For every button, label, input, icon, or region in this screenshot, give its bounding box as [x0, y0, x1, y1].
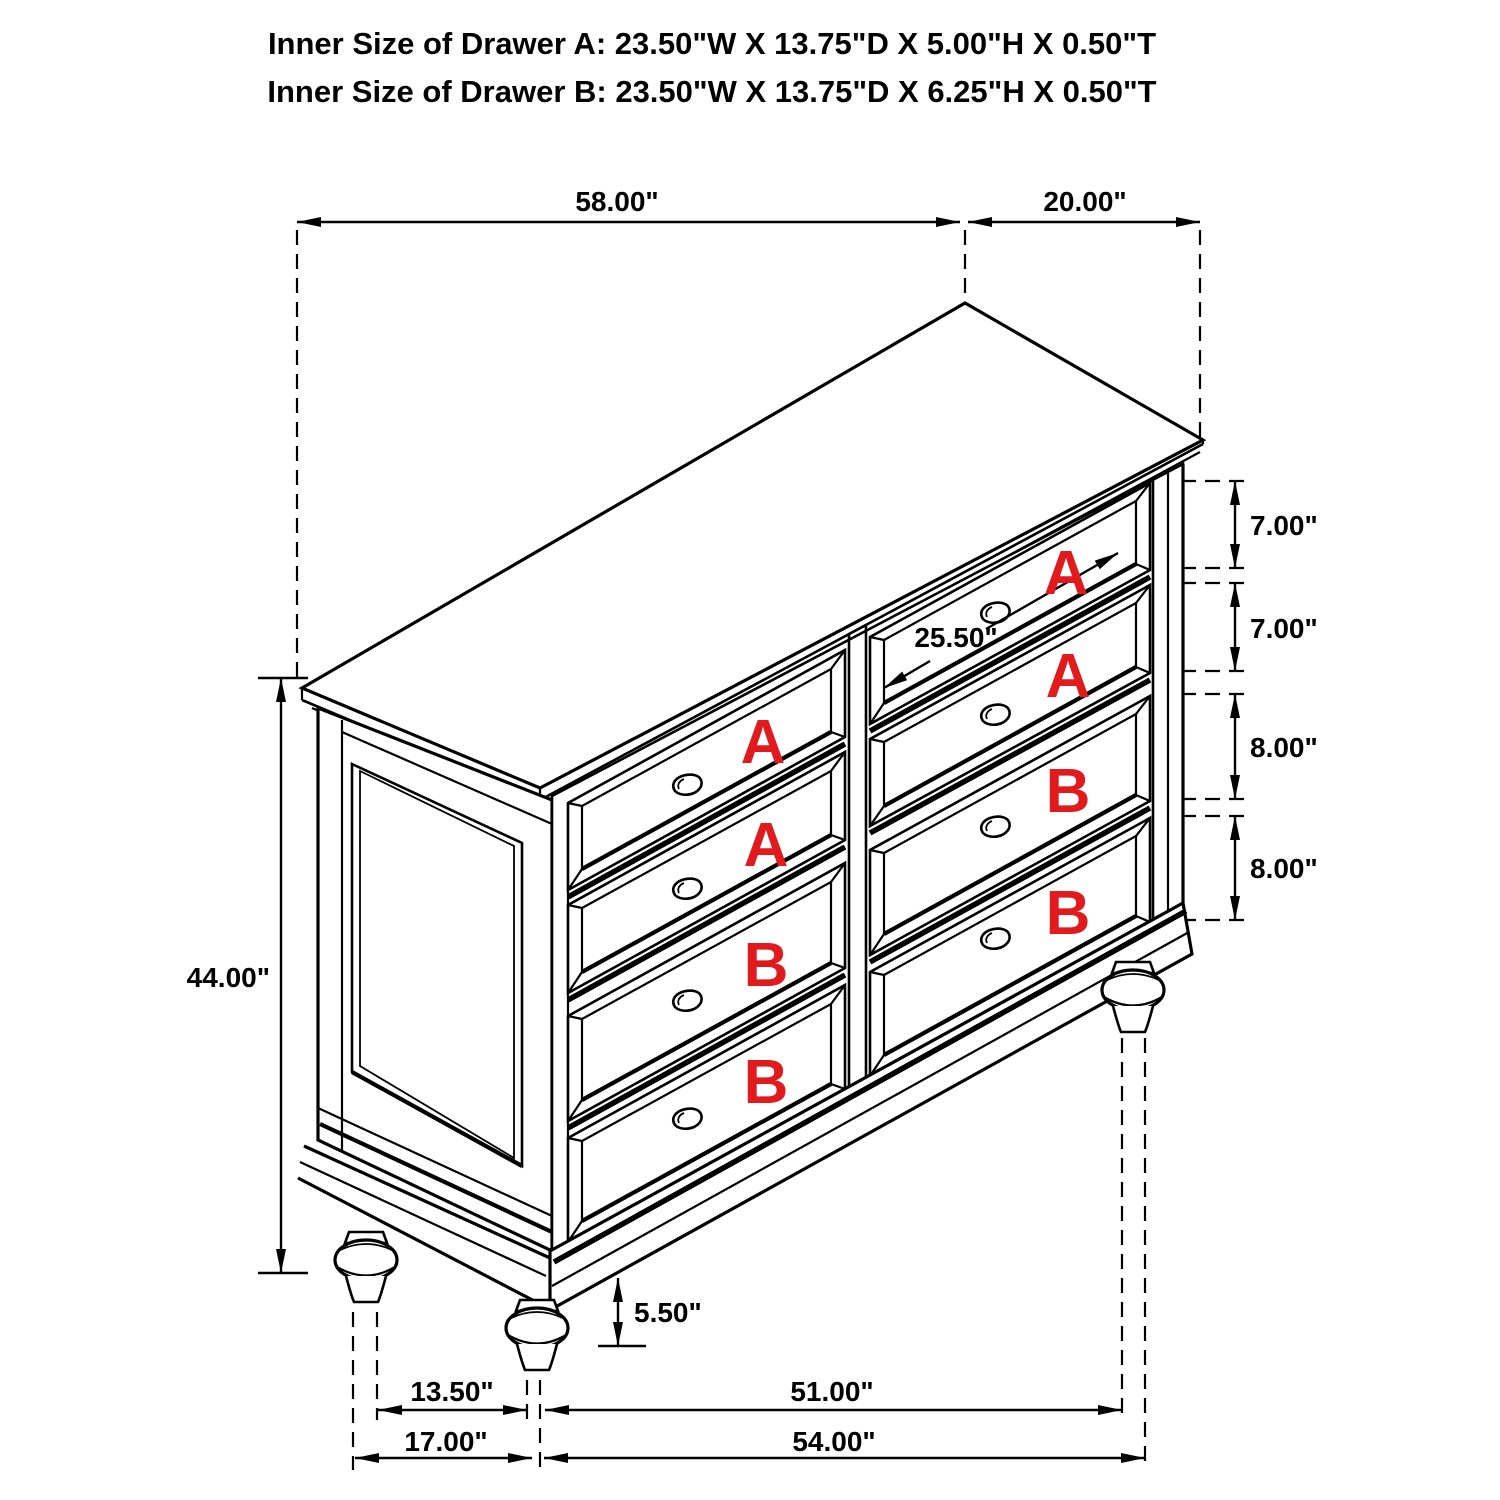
- drawer-letter-right-4: B: [1045, 879, 1091, 948]
- back-left-foot: [335, 1232, 397, 1302]
- dim-label-row3: 8.00": [1250, 732, 1318, 763]
- drawer-letter-right-3: B: [1045, 757, 1091, 826]
- dim-label-top-width: 58.00": [575, 186, 659, 217]
- drawer-letter-left-2: A: [743, 811, 789, 880]
- drawer-handle-icon: [981, 929, 1009, 949]
- drawer-handle-icon: [673, 991, 701, 1011]
- dim-label-foot-height: 5.50": [634, 1297, 702, 1328]
- drawer-letter-left-1: A: [740, 708, 786, 777]
- drawer-letter-right-2: A: [1045, 642, 1091, 711]
- drawer-handle-icon: [673, 1109, 701, 1129]
- dim-label-bottom-width-outer: 54.00": [792, 1426, 876, 1457]
- title-line-2: Inner Size of Drawer B: 23.50"W X 13.75"D X 6.25"H X 0.50"T: [267, 74, 1157, 109]
- drawer-handle-icon: [981, 817, 1009, 837]
- dim-label-bottom-depth-inner: 13.50": [410, 1376, 494, 1407]
- dim-label-row4: 8.00": [1250, 853, 1318, 884]
- dim-label-top-depth: 20.00": [1043, 186, 1127, 217]
- drawer-letter-left-4: B: [743, 1048, 789, 1117]
- drawer-handle-icon: [981, 705, 1009, 725]
- title-block: [267, 26, 1156, 109]
- dim-label-row2: 7.00": [1250, 613, 1318, 644]
- drawer-letter-right-1: A: [1043, 539, 1089, 608]
- dim-label-drawer-opening-width: 25.50": [914, 622, 998, 653]
- right-foot: [1102, 962, 1164, 1032]
- dim-label-row1: 7.00": [1250, 510, 1318, 541]
- drawer-handle-icon: [673, 879, 701, 899]
- drawer-handle-icon: [981, 603, 1009, 623]
- dim-label-bottom-depth-outer: 17.00": [404, 1426, 488, 1457]
- dim-label-bottom-width-inner: 51.00": [790, 1376, 874, 1407]
- dim-label-overall-height: 44.00": [186, 962, 270, 993]
- drawer-handle-icon: [673, 775, 701, 795]
- title-line-1: Inner Size of Drawer A: 23.50"W X 13.75"D X 5.00"H X 0.50"T: [267, 26, 1157, 61]
- drawer-letter-left-3: B: [743, 931, 789, 1000]
- front-foot: [506, 1300, 568, 1370]
